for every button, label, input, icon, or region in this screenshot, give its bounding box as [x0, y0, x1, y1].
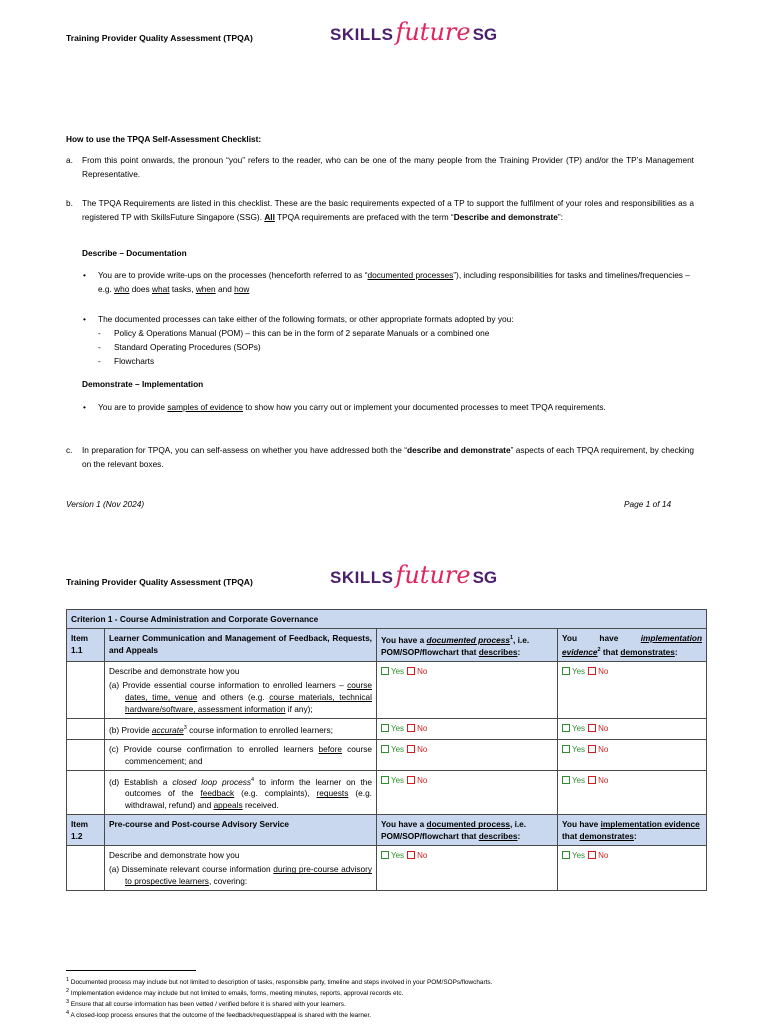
yes-checkbox[interactable] [381, 776, 389, 784]
no-checkbox[interactable] [588, 851, 596, 859]
requirement-1-1-b: (b) Provide accurate$^3$ course information to enrolled learners; [105, 718, 377, 739]
evidence-checkbox-cell: Yes No [558, 770, 707, 815]
no-checkbox[interactable] [588, 724, 596, 732]
item-b-label: b. [66, 198, 73, 208]
documented-checkbox-cell: Yes No [377, 739, 558, 770]
describe-heading: Describe – Documentation [82, 248, 187, 258]
item-c-text: In preparation for TPQA, you can self-assess on whether you have addressed both the “describe and demonstrate” aspects of each TPQA requirement, by checking on the relevant boxes. [82, 445, 694, 469]
no-checkbox[interactable] [407, 724, 415, 732]
yes-checkbox[interactable] [562, 776, 570, 784]
item-1-2-number: Item 1.2 [67, 815, 105, 846]
footnote-2: $^2$ Implementation evidence may include but not limited to emails, forms, meeting minutes, reports, approval records etc. [66, 988, 404, 998]
item-1-1-title: Learner Communication and Management of Feedback, Requests, and Appeals [105, 629, 377, 662]
documented-process-header: You have a documented process, i.e. POM/SOP/flowchart that describes: [377, 815, 558, 846]
page-number: Page 1 of 14 [624, 499, 672, 509]
footnotes [66, 976, 706, 1021]
bullet-documented-processes: • You are to provide write-ups on the processes (henceforth referred to as “documented processes”), including responsibilities for tasks and timelines/frequencies – e.g. who does what tasks, when and how [98, 268, 694, 296]
item-b-text: The TPQA Requirements are listed in this checklist. These are the basic requirements expected of a TP to support the fulfilment of your roles and responsibilities as a registered TP with SkillsFuture Singapore (SSG). All TPQA requirements are prefaced with the term “Describe and demonstrate”: [82, 198, 694, 222]
version-label: Version 1 (Nov 2024) [66, 499, 145, 509]
no-checkbox[interactable] [588, 776, 596, 784]
format-item: - Standard Operating Procedures (SOPs) [98, 342, 261, 352]
item-a-text: From this point onwards, the pronoun “you” refers to the reader, who can be one of the many people from the Training Provider (TP) and/or the TP’s Management Representative. [82, 155, 694, 179]
item-1-2-header-row [67, 815, 707, 846]
format-item: - Policy & Operations Manual (POM) – this can be in the form of 2 separate Manuals or a combined one [98, 328, 490, 338]
footnote-divider [66, 970, 196, 971]
item-1-1-number: Item 1.1 [67, 629, 105, 662]
checklist-heading: How to use the TPQA Self-Assessment Checklist: [66, 134, 262, 144]
format-item: - Flowcharts [98, 356, 155, 366]
requirement-1-1-a: Describe and demonstrate how you (a) Provide essential course information to enrolled learners – course dates, time, venue and others (e.g. course materials, technical hardware/software, assessment information if any); [105, 661, 377, 718]
demonstrate-heading: Demonstrate – Implementation [82, 379, 204, 389]
implementation-evidence-header: You have implementation evidence$^2$ that demonstrates: [558, 629, 707, 662]
documented-checkbox-cell: Yes No [377, 770, 558, 815]
skillsfuture-logo: SKILLSfuture SG [330, 18, 498, 46]
item-c-label: c. [66, 445, 73, 455]
item-1-1-header-row [67, 629, 707, 662]
format-list [98, 326, 489, 368]
no-checkbox[interactable] [407, 776, 415, 784]
yes-checkbox[interactable] [562, 851, 570, 859]
criterion-title: Criterion 1 - Course Administration and Corporate Governance [67, 610, 707, 629]
page1-header-title: Training Provider Quality Assessment (TPQA) [66, 33, 253, 43]
table-row [67, 846, 707, 891]
table-row [67, 739, 707, 770]
no-checkbox[interactable] [588, 667, 596, 675]
yes-checkbox[interactable] [562, 724, 570, 732]
documented-checkbox-cell: Yes No [377, 718, 558, 739]
criterion-title-row [67, 610, 707, 629]
requirement-1-1-d: (d) Establish a closed loop process$^4$ to inform the learner on the outcomes of the feedback (e.g. complaints), requests (e.g. withdrawal, refund) and appeals received. [105, 770, 377, 815]
documented-checkbox-cell: Yes No [377, 661, 558, 718]
page2-header-title: Training Provider Quality Assessment (TPQA) [66, 577, 253, 587]
yes-checkbox[interactable] [562, 667, 570, 675]
no-checkbox[interactable] [588, 745, 596, 753]
yes-checkbox[interactable] [381, 851, 389, 859]
evidence-checkbox-cell: Yes No [558, 739, 707, 770]
no-checkbox[interactable] [407, 851, 415, 859]
footnote-1: $^1$ Documented process may include but not limited to description of tasks, responsible party, timeline and steps involved in your POM/SOPs/flowcharts. [66, 977, 493, 987]
table-row [67, 770, 707, 815]
evidence-checkbox-cell: Yes No [558, 718, 707, 739]
footnote-3: $^3$ Ensure that all course information has been vetted / verified before it is shared with your learners. [66, 999, 346, 1009]
skillsfuture-logo: SKILLSfuture SG [330, 561, 498, 589]
item-a-label: a. [66, 155, 73, 165]
criterion-1-table [66, 609, 707, 891]
table-row [67, 661, 707, 718]
yes-checkbox[interactable] [381, 667, 389, 675]
item-1-2-title: Pre-course and Post-course Advisory Service [105, 815, 377, 846]
implementation-evidence-header: You have implementation evidence that demonstrates: [558, 815, 707, 846]
requirement-1-2-a: Describe and demonstrate how you (a) Disseminate relevant course information during pre-course advisory to prospective learners, covering: [105, 846, 377, 891]
bullet-formats: • The documented processes can take either of the following formats, or other appropriate formats adopted by you: [98, 312, 694, 326]
table-row [67, 718, 707, 739]
bullet-samples-of-evidence: • You are to provide samples of evidence to show how you carry out or implement your documented processes to meet TPQA requirements. [98, 400, 694, 414]
evidence-checkbox-cell: Yes No [558, 661, 707, 718]
documented-process-header: You have a documented process$^1$, i.e. POM/SOP/flowchart that describes: [377, 629, 558, 662]
requirement-1-1-c: (c) Provide course confirmation to enrolled learners before course commencement; and [105, 739, 377, 770]
evidence-checkbox-cell: Yes No [558, 846, 707, 891]
no-checkbox[interactable] [407, 745, 415, 753]
yes-checkbox[interactable] [562, 745, 570, 753]
yes-checkbox[interactable] [381, 745, 389, 753]
documented-checkbox-cell: Yes No [377, 846, 558, 891]
footnote-4: $^4$ A closed-loop process ensures that the outcome of the feedback/request/appeal is shared with the learner. [66, 1010, 372, 1020]
no-checkbox[interactable] [407, 667, 415, 675]
yes-checkbox[interactable] [381, 724, 389, 732]
